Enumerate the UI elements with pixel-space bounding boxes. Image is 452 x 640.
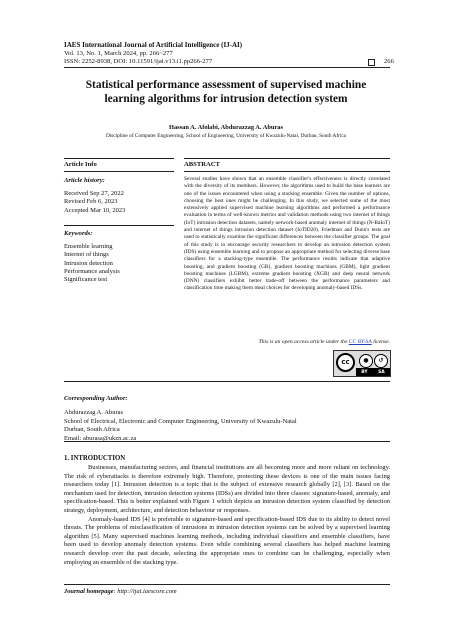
introduction-body	[64, 464, 390, 567]
homepage-url[interactable]: : http://ijai.iaescore.com	[113, 588, 177, 595]
received-date: Received Sep 27, 2022	[64, 190, 124, 197]
info-mid-rule	[64, 171, 174, 172]
accepted-date: Accepted Mar 10, 2023	[64, 206, 126, 214]
journal-volume: Vol. 13, No. 1, March 2024, pp. 266~277	[64, 49, 173, 57]
license-line	[184, 339, 390, 345]
history-dates	[64, 190, 125, 215]
license-link[interactable]: CC BY-SA	[348, 339, 372, 345]
journal-header	[64, 41, 242, 67]
keywords-heading: Keywords:	[64, 230, 93, 237]
intro-paragraph-2: Anomaly-based IDS [4] is preferable to signature-based and specification-based IDS due to its ability to detect novel threats. The problems of misclassification of intrusions in intrusion detection systems can be solved by a supervised learning algorithm [5]. Many supervised machines learning methods, including individual classifiers and ensemble classifiers, have been used to develop anomaly detection systems. Even while combining several classifiers has helped machine learning research develop over the past decade, selecting the appropriate ones to combine can be challenging, especially when employing an ensemble of the stacking type.	[64, 515, 390, 566]
affiliation: Discipline of Computer Engineering, School of Engineering, University of Kwazulu-Natal, Durban, South Africa	[105, 133, 347, 139]
cc-badge-labels	[356, 368, 390, 376]
journal-issn: ISSN: 2252-8938, DOI: 10.11591/ijai.v13.i1.pp266-277	[64, 58, 213, 66]
authors: Hassan A. Afolabi, Abdurazzag A. Aburas	[169, 124, 283, 131]
paper-title	[64, 78, 388, 106]
revised-date: Revised Feb 6, 2023	[64, 198, 118, 206]
corresponding-rule	[64, 441, 390, 442]
title-line-1: Statistical performance assessment of supervised machine	[85, 79, 367, 91]
corresponding-author	[64, 395, 394, 443]
keyword-item: Intrusion detection	[64, 259, 113, 267]
cc-sa-label: SA	[378, 369, 385, 375]
footer-rule	[64, 584, 390, 585]
person-icon: ●	[359, 354, 373, 368]
page-number: 266	[384, 58, 394, 65]
page-box-icon	[368, 59, 375, 66]
keywords-rule	[64, 225, 174, 226]
section-rule	[64, 381, 390, 382]
introduction-heading: 1. INTRODUCTION	[64, 455, 126, 462]
journal-title: IAES International Journal of Artificial Intelligence (IJ-AI)	[64, 41, 243, 49]
abstract-heading: ABSTRACT	[184, 161, 220, 168]
corresponding-address-1: School of Electrical, Electronic and Computer Engineering, University of Kwazulu-Natal	[64, 417, 297, 425]
header-rule	[64, 67, 390, 68]
corresponding-email: Email: aburasa@ukzn.ac.za	[64, 434, 137, 442]
cc-by-label: BY	[361, 369, 368, 375]
cc-circle-icon: cc	[336, 353, 355, 372]
abstract-mid-rule	[184, 171, 390, 172]
cc-by-sa-badge-icon[interactable]	[333, 350, 391, 377]
corresponding-address-2: Durban, South Africa	[64, 426, 120, 434]
abstract-top-rule	[184, 158, 390, 159]
corresponding-heading: Corresponding Author:	[64, 395, 128, 402]
share-alike-icon: ↺	[374, 354, 388, 368]
license-suffix: license.	[371, 339, 390, 345]
corresponding-name: Abdurazzag A. Aburas	[64, 409, 124, 417]
intro-paragraph-1: Businesses, manufacturing sectors, and financial institutions are all becoming more and more reliant on technology. The risk of cyberattacks is therefore extremely high. Therefore, protecting these devices is one of the main issues facing researchers today [1]. Intrusion detection is a topic that is the subject of extensive research globally [2], [3]. Based on the mechanism used for detection, intrusion detection systems (IDSs) are divided into three classes: signature-based, anomaly, and specification-based. This is better explained with Figure 1 which depicts an intrusion detection system classified by detection strategy, deployment, architecture, and detection behaviour or responses.	[64, 464, 390, 514]
journal-homepage	[64, 588, 177, 595]
info-top-rule	[64, 158, 174, 159]
keyword-item: Significance test	[64, 276, 108, 284]
keyword-item: Performance analysis	[64, 267, 120, 275]
license-prefix: This is an open access article under the	[258, 339, 349, 345]
keyword-item: Ensemble learning	[64, 243, 113, 250]
history-heading: Article history:	[64, 177, 105, 184]
keywords-list	[64, 243, 120, 284]
title-line-2: learning algorithms for intrusion detection system	[104, 93, 348, 105]
article-info-heading: Article Info	[64, 161, 97, 168]
homepage-label: Journal homepage	[64, 588, 114, 595]
keyword-item: Internet of things	[64, 251, 109, 259]
abstract-text: Several studies have shown that an ensemble classifier's effectiveness is directly correlated with the diversity of its members. However, the algorithms used to build the base learners are one of the issues encountered when using a stacking ensemble. Given the number of options, choosing the best ones might be challenging. In this study, we selected some of the most extensively applied supervised machine learning algorithms and performed a performance evaluation in terms of well-known metrics and validation methods using two internet of things (IoT) intrusion detection datasets, namely network-based anomaly internet of things (N-BaIoT) and internet of things intrusion detection dataset (IoTID20). Friedman and Dunn's tests are used to statistically examine the significant differences between the classifier groups. The goal of this study is to encourage security researchers to develop an intrusion detection system (IDS) using ensemble learning and to propose an appropriate method for selecting diverse base classifiers for a stacking-type ensemble. The performance results indicate that adaptive boosting, and gradient boosting (GB), gradient boosting machines (GBM), light gradient boosting machines (LGBM), extreme gradient boosting (XGB) and deep neural network (DNN) classifiers exhibit better trade-off between the performance parameters and classification time making them ideal choices for developing anomaly-based IDSs.	[184, 176, 390, 292]
